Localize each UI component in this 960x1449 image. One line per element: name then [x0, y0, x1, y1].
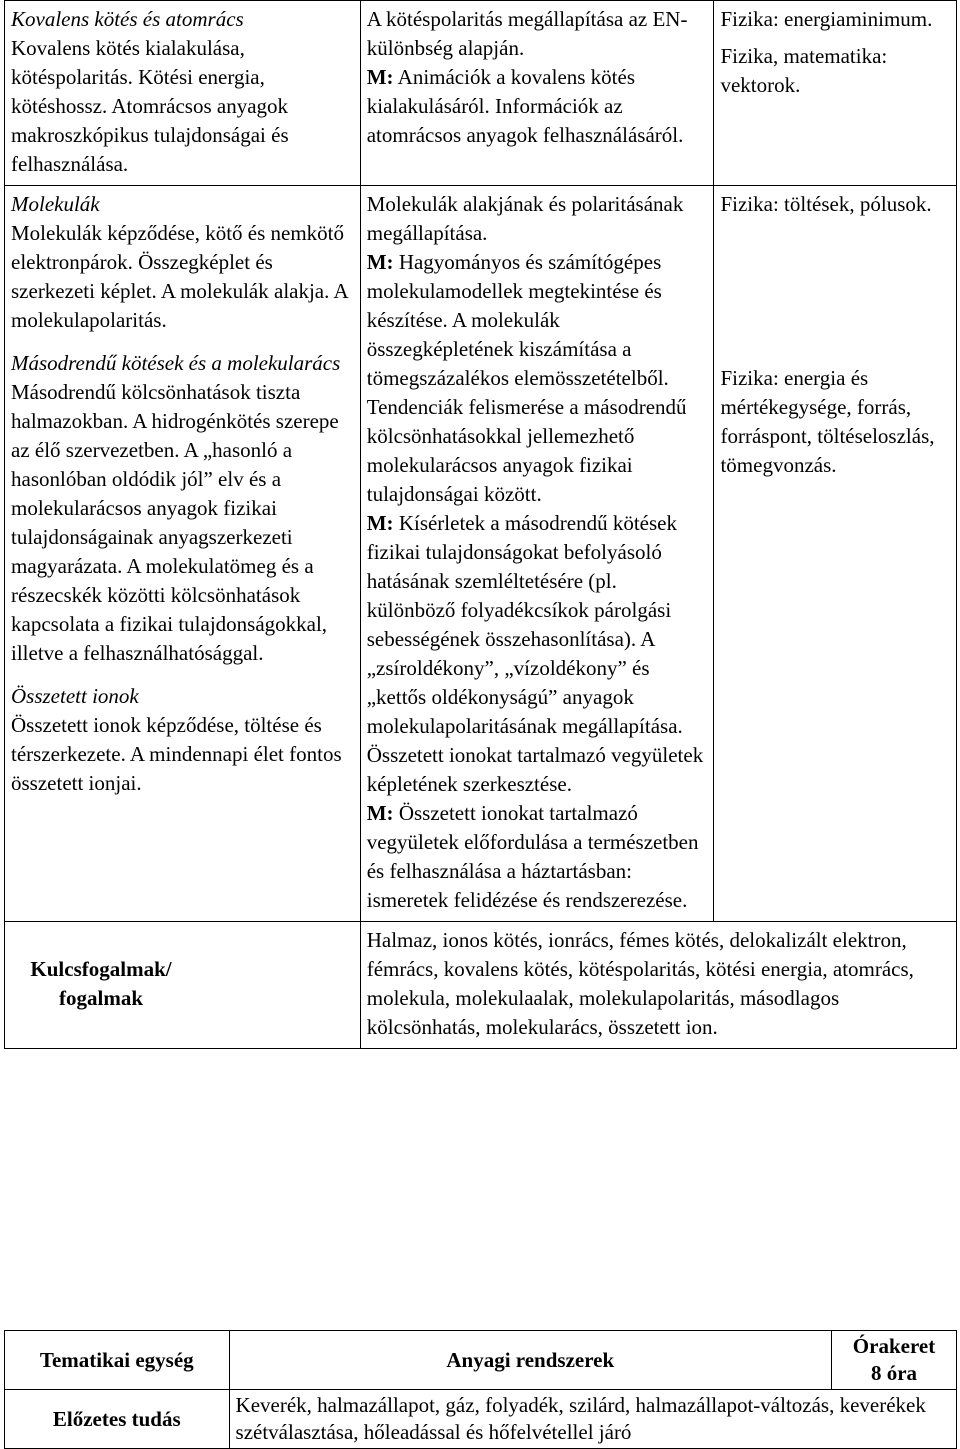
prior-label: Előzetes tudás — [5, 1390, 230, 1449]
content-cell — [5, 186, 361, 922]
activity-m-text: M: Animációk a kovalens kötés kialakulásáról. Információk az atomrácsos anyagok felhasználásáról. — [366, 65, 684, 147]
table-row — [5, 1390, 957, 1449]
activity-cell — [360, 1, 714, 186]
keywords-text: Halmaz, ionos kötés, ionrács, fémes kötés, delokalizált elektron, fémrács, kovalens kötés, kötéspolaritás, kötési energia, atomrács, molekula, molekulaalak, molekulapolaritás, másodlagos kölcsönhatás, molekularács, összetett ion. — [360, 922, 956, 1049]
activity-text: Összetett ionokat tartalmazó vegyületek képletének szerkesztése. — [366, 743, 704, 796]
activity-text: Tendenciák felismerése a másodrendű kölcsönhatásokkal jellemezhető molekularácsos anyagok fizikai tulajdonságai között. — [366, 395, 687, 506]
section-heading: Másodrendű kötések és a molekularács — [11, 351, 341, 375]
section-heading: Összetett ionok — [11, 684, 139, 708]
section-heading: Kovalens kötés és atomrács — [11, 7, 244, 31]
hours-value: 8 óra — [870, 1361, 918, 1385]
prior-text: Keverék, halmazállapot, gáz, folyadék, szilárd, halmazállapot-változás, keverékek szétválasztása, hőleadással és hőfelvétellel járó — [229, 1390, 956, 1449]
activity-m-text: M: Összetett ionokat tartalmazó vegyületek előfordulása a természetben és felhasználása a háztartásban: ismeretek felidézése és rendszerezése. — [366, 801, 699, 912]
activity-m-text: M: Kísérletek a másodrendű kötések fizikai tulajdonságokat befolyásoló hatásának szemléltetésére (pl. különböző folyadékcsíkok párolgási sebességének összehasonlítása). A „zsíroldékony”, „vízoldékony” és „kettős oldékonyságú” anyagok molekulapolaritásának megállapítása. — [366, 511, 683, 738]
keywords-label — [5, 922, 361, 1049]
table-row — [5, 1331, 957, 1390]
unit-name: Anyagi rendszerek — [229, 1331, 831, 1390]
hours-cell — [832, 1331, 957, 1390]
link-cell — [714, 1, 957, 186]
section-body: Másodrendű kölcsönhatások tiszta halmazokban. A hidrogénkötés szerepe az élő szervezetben. A „hasonló a hasonlóban oldódik jól” elv és a molekularácsos anyagok fizikai tulajdonságainak anyagszerkezeti magyarázata. A molekulatömeg és a részecskék közötti kölcsönhatások kapcsolata a fizikai tulajdonságokkal, illetve a felhasználhatósággal. — [11, 380, 339, 665]
keywords-row — [5, 922, 957, 1049]
hours-label: Órakeret — [852, 1334, 936, 1358]
section-body: Kovalens kötés kialakulása, kötéspolaritás. Kötési energia, kötéshossz. Atomrácsos anyagok makroszkópikus tulajdonságai és felhasználása. — [11, 36, 289, 176]
activity-text: A kötéspolaritás megállapítása az EN-különbség alapján. — [366, 7, 688, 60]
link-text: Fizika: töltések, pólusok. — [720, 192, 932, 216]
section-body: Összetett ionok képződése, töltése és térszerkezete. A mindennapi élet fontos összetett ionjai. — [11, 713, 342, 795]
table-row — [5, 1, 957, 186]
unit-label: Tematikai egység — [5, 1331, 230, 1390]
section-body: Molekulák képződése, kötő és nemkötő elektronpárok. Összegképlet és szerkezeti képlet. A molekulák alakja. A molekulapolaritás. — [11, 221, 348, 332]
table-row — [5, 186, 957, 922]
activity-text: Molekulák alakjának és polaritásának megállapítása. — [366, 192, 684, 245]
activity-m-text: M: Hagyományos és számítógépes molekulamodellek megtekintése és készítése. A molekulák összegképletének kiszámítása a tömegszázalékos elemösszetételből. — [366, 250, 669, 390]
content-cell — [5, 1, 361, 186]
link-text: Fizika: energia és mértékegysége, forrás, forráspont, töltéseloszlás, tömegvonzás. — [720, 366, 935, 477]
keywords-label-text: Kulcsfogalmak/ fogalmak — [30, 957, 172, 1010]
activity-cell — [360, 186, 714, 922]
unit-table — [4, 1330, 957, 1449]
link-cell — [714, 186, 957, 922]
section-heading: Molekulák — [11, 192, 100, 216]
link-text: Fizika: energiaminimum. — [720, 7, 933, 31]
curriculum-table — [4, 0, 957, 1049]
link-text: Fizika, matematika: vektorok. — [720, 44, 888, 97]
